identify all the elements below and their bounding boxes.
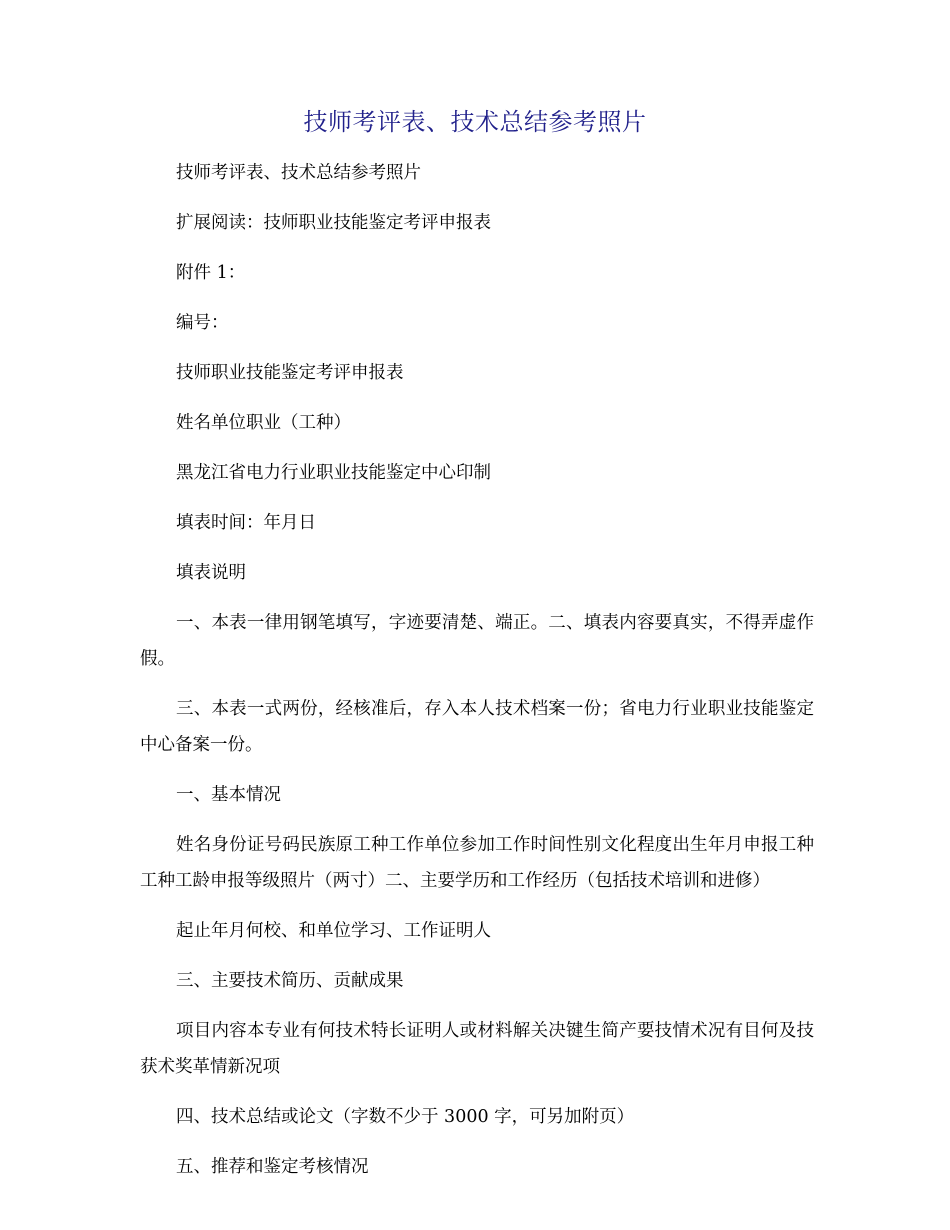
document-title: 技师考评表、技术总结参考照片 — [303, 108, 647, 136]
paragraph-history-fields: 起止年月何校、和单位学习、工作证明人 — [176, 921, 491, 941]
paragraph-achievement-fields: 项目内容本专业有何技术特长证明人或材料解关决键生简产要技情术况有目何及技获术奖革情新况项 — [140, 1021, 814, 1077]
paragraph-name-unit: 姓名单位职业（工种） — [176, 413, 351, 433]
paragraph-section-recommendation: 五、推荐和鉴定考核情况 — [176, 1157, 369, 1177]
paragraph-instruction-3: 三、本表一式两份，经核准后，存入本人技术档案一份；省电力行业职业技能鉴定中心备案一份。 — [140, 699, 814, 755]
paragraph-attachment: 附件 1： — [176, 263, 246, 283]
paragraph-instructions-heading: 填表说明 — [176, 563, 246, 583]
paragraph-section-basic-info: 一、基本情况 — [176, 785, 281, 805]
paragraph-extended-reading: 扩展阅读：技师职业技能鉴定考评申报表 — [176, 213, 491, 233]
document-body — [140, 155, 814, 1199]
paragraph-section-summary: 四、技术总结或论文（字数不少于 3000 字，可另加附页） — [176, 1107, 635, 1127]
paragraph-fill-date: 填表时间：年月日 — [176, 513, 316, 533]
paragraph-basic-info-fields: 姓名身份证号码民族原工种工作单位参加工作时间性别文化程度出生年月申报工种工种工龄申报等级照片（两寸）二、主要学历和工作经历（包括技术培训和进修） — [140, 835, 814, 891]
paragraph-form-title: 技师职业技能鉴定考评申报表 — [176, 363, 404, 383]
paragraph-section-achievements: 三、主要技术简历、贡献成果 — [176, 971, 404, 991]
paragraph-issuer: 黑龙江省电力行业职业技能鉴定中心印制 — [176, 463, 491, 483]
paragraph-instruction-1-2: 一、本表一律用钢笔填写，字迹要清楚、端正。二、填表内容要真实，不得弄虚作假。 — [140, 613, 814, 669]
paragraph-heading-repeat: 技师考评表、技术总结参考照片 — [176, 163, 421, 183]
paragraph-number: 编号： — [176, 313, 229, 333]
